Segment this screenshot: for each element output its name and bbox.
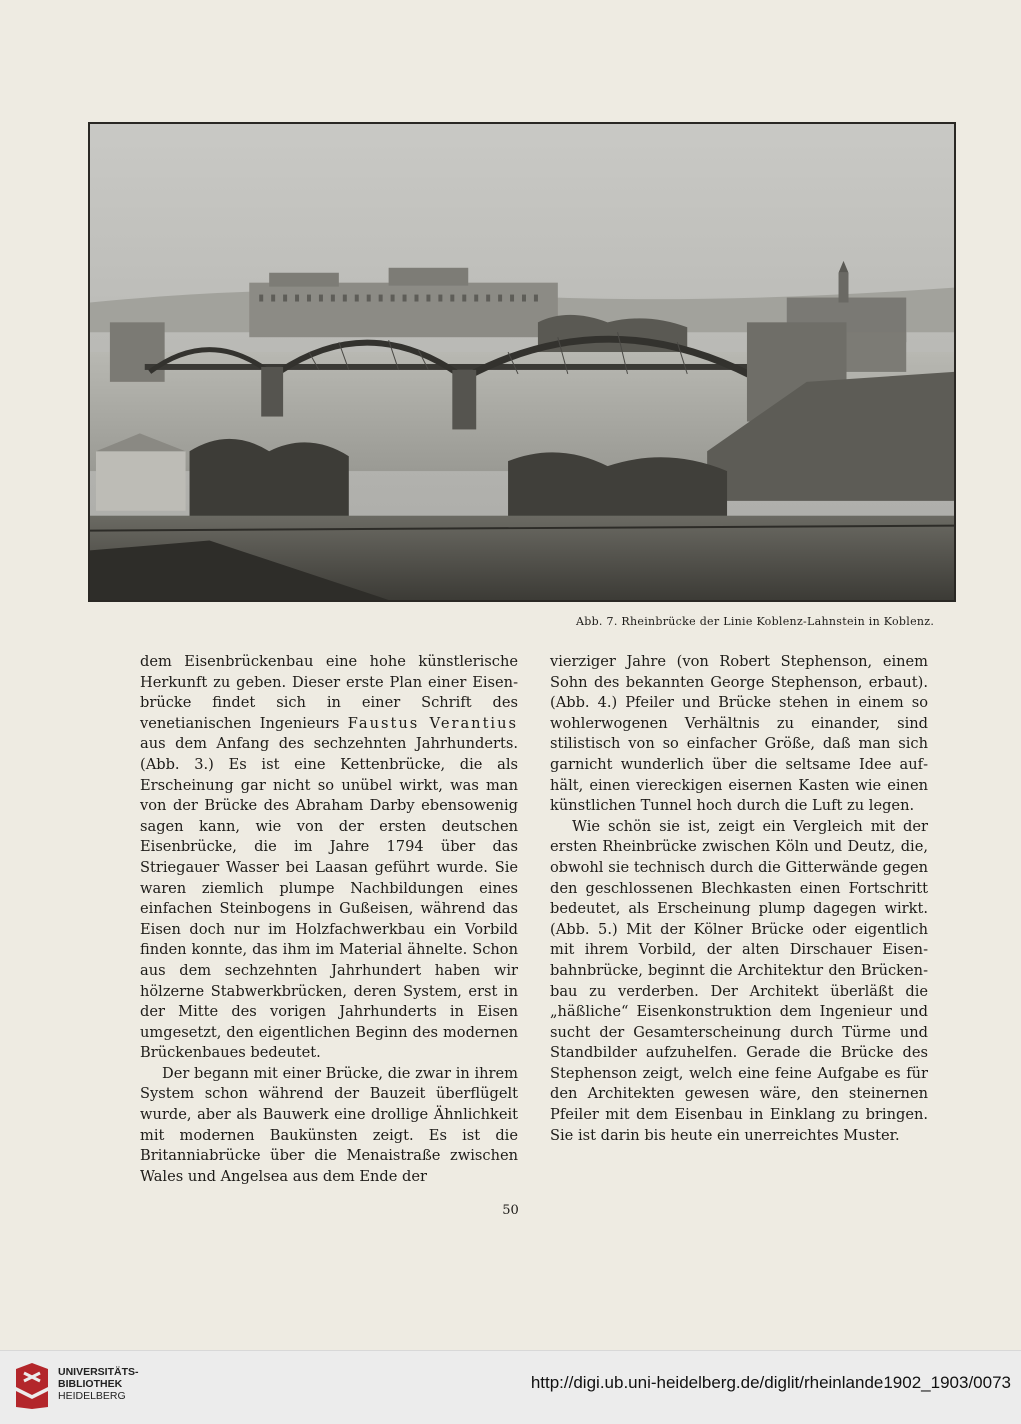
engineer-name: Faustus Verantius	[347, 714, 518, 732]
left-paragraph-1	[140, 652, 518, 1064]
left-paragraph-2: Der begann mit einer Brücke, die zwar in ihrem System schon während der Bauzeit überflügelt wurde, aber als Bauwerk eine drollige Ähnlichkeit mit modernen Baukünsten zeigt. Es ist die Britanniabrücke über die Menaistraße zwischen Wales und Angelsea aus dem Ende der	[140, 1064, 518, 1185]
library-name-line3: HEIDELBERG	[58, 1390, 126, 1402]
text-column-left	[140, 652, 518, 1187]
left-p1-text-a: dem Eisenbrückenbau eine hohe künstlerische Herkunft zu geben. Dieser erste Plan einer Eisenbrücke findet sich in einer Schrift des venetianischen Ingenieurs	[140, 653, 518, 732]
library-logo-icon	[12, 1361, 52, 1411]
page-number: 50	[502, 1203, 519, 1218]
left-p1-text-b: aus dem Anfang des sechzehnten Jahrhunderts. (Abb. 3.) Es ist eine Kettenbrücke, die als Erscheinung gar nicht so unübel wirkt, was man von der Brücke des Abraham Darby ebensowenig sagen kann, wie von der ersten deutschen Eisenbrücke, die im Jahre 1794 über das Striegauer Wasser bei Laasan geführt wurde. Sie waren ziemlich plumpe Nachbildungen eines einfachen Steinbogens in Gußeisen, während das Eisen doch nur im Holzfachwerkbau ein Vorbild finden konnte, das ihm im Material ähnelte. Schon aus dem sechzehnten Jahrhundert haben wir hölzerne Stabwerkbrücken, deren System, erst in der Mitte des vorigen Jahrhunderts in Eisen umgesetzt, den eigentlichen Beginn des modernen Brückenbaues bedeutet.	[140, 735, 518, 1062]
bridge-photo-illustration	[90, 124, 954, 600]
library-name-line1: UNIVERSITÄTS-	[58, 1366, 139, 1378]
bridge-photograph	[88, 122, 956, 602]
right-paragraph-2: Wie schön sie ist, zeigt ein Vergleich mit der ersten Rheinbrücke zwischen Köln und Deutz, die, obwohl sie technisch durch die Gitterwände gegen den geschlossenen Blechkasten einen Fortschritt bedeutet, als Erscheinung plump dagegen wirkt. (Abb. 5.) Mit der Kölner Brücke oder eigentlich mit ihrem Vorbild, der alten Dirschauer Eisenbahnbrücke, beginnt die Architektur den Brückenbau zu verderben. Der Architekt überläßt die „häßliche“ Eisenkonstruktion dem Ingenieur und sucht der Gesamterscheinung durch Türme und Standbilder aufzuhelfen. Gerade die Brücke des Stephenson zeigt, welch eine feine Aufgabe es für den Architekten gewesen wäre, den steinernen Pfeiler mit dem Eisenbau in Einklang zu bringen. Sie ist darin bis heute ein unerreichtes Muster.	[550, 817, 928, 1144]
text-column-right	[550, 652, 928, 1146]
right-paragraph-1: vierziger Jahre (von Robert Stephenson, einem Sohn des bekannten George Stephenson, erbaut). (Abb. 4.) Pfeiler und Brücke stehen in einem so wohlerwogenen Verhältnis zu einander, sind stilistisch von so einfacher Größe, daß man sich garnicht wunderlich über die seltsame Idee aufhält, einen viereckigen eisernen Kasten wie einen künstlichen Tunnel hoch durch die Luft zu legen.	[550, 653, 928, 815]
library-name-line2: BIBLIOTHEK	[58, 1378, 123, 1390]
source-url-link[interactable]: http://digi.ub.uni-heidelberg.de/diglit/rheinlande1902_1903/0073	[530, 1373, 1011, 1392]
figure-caption: Abb. 7. Rheinbrücke der Linie Koblenz-Lahnstein in Koblenz.	[576, 615, 935, 628]
library-footer	[0, 1350, 1021, 1424]
library-name	[58, 1366, 139, 1402]
